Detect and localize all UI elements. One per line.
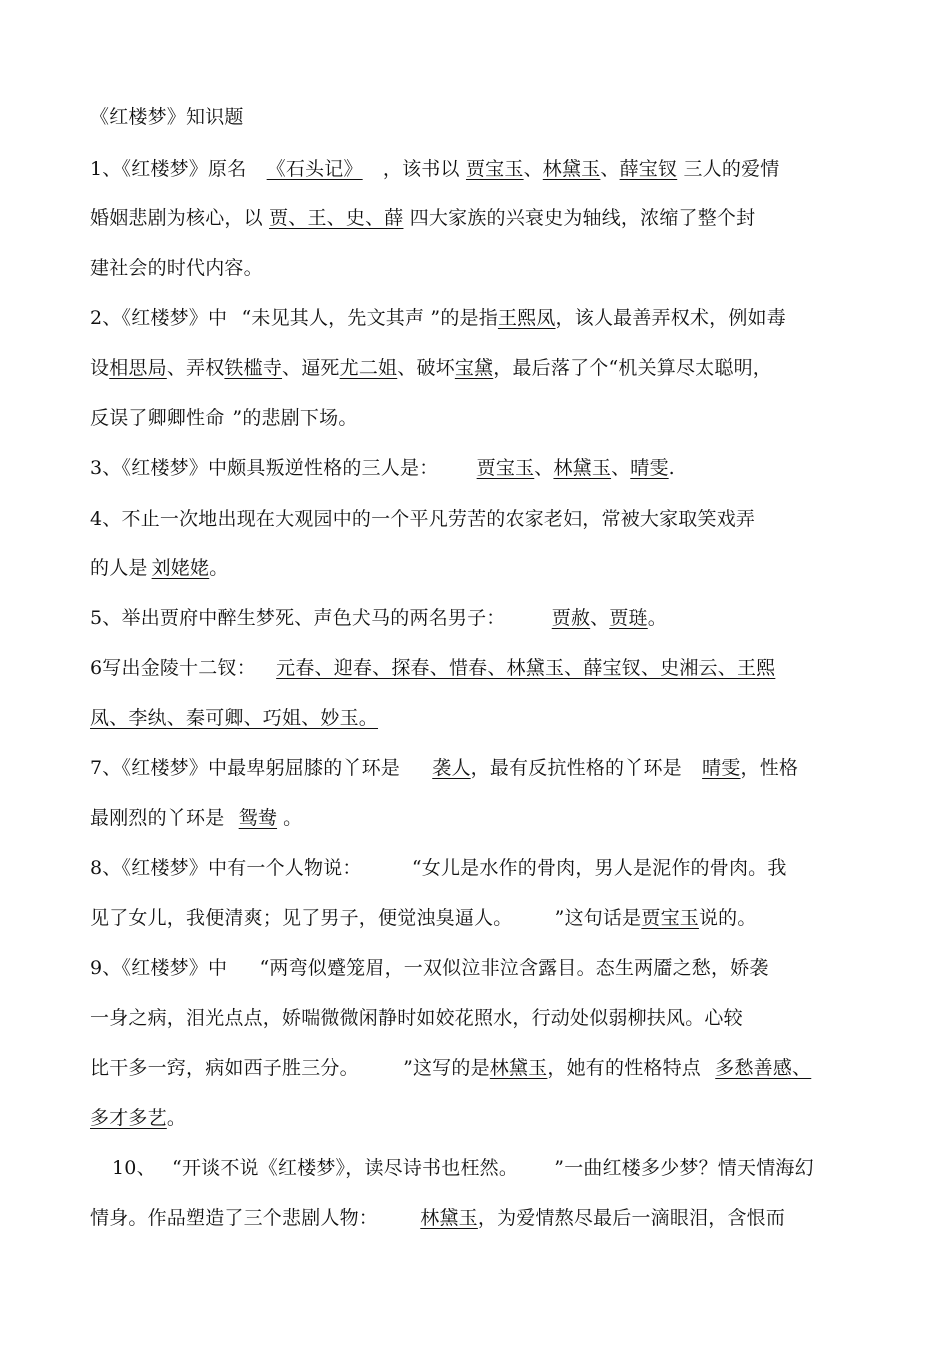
- answer-blank: 贾赦: [551, 607, 591, 629]
- q8-line-2: 见了女儿，我便清爽；见了男子，便觉浊臭逼人。 ”这句话是贾宝玉说的。: [90, 907, 757, 929]
- q9-line-3: 比干多一窍，病如西子胜三分。 ”这写的是林黛玉，她有的性格特点 多愁善感、: [90, 1057, 812, 1079]
- answer-blank: 林黛玉: [420, 1207, 478, 1229]
- document-title: 《红楼梦》知识题: [90, 106, 244, 128]
- q7-line-2: 最刚烈的丫环是 鸳鸯 。: [90, 807, 303, 829]
- answer-blank: 元春、迎春、探春、惜春、林黛玉、薛宝钗、史湘云、王熙: [276, 657, 776, 679]
- q8-line-1: 8、《红楼梦》中有一个人物说： “女儿是水作的骨肉，男人是泥作的骨肉。我: [90, 857, 787, 879]
- q7-line-1: 7、《红楼梦》中最卑躬屈膝的丫环是 袭人，最有反抗性格的丫环是 晴雯，性格: [90, 757, 799, 779]
- q9-line-2: 一身之病，泪光点点，娇喘微微闲静时如姣花照水，行动处似弱柳扶风。心较: [90, 1007, 743, 1029]
- answer-blank: 贾宝玉: [465, 158, 524, 180]
- answer-blank: 贾宝玉: [476, 457, 535, 479]
- q2-line-3: 反误了卿卿性命 ”的悲剧下场。: [90, 407, 358, 429]
- q9-line-4: 多才多艺。: [90, 1107, 187, 1129]
- q1-line-3: 建社会的时代内容。: [90, 257, 263, 279]
- answer-blank: 刘姥姥: [151, 557, 210, 579]
- q9-line-1: 9、《红楼梦》中 “两弯似蹙笼眉，一双似泣非泣含露目。态生两靥之愁，娇袭: [90, 957, 769, 979]
- answer-blank: 薛宝钗: [619, 158, 678, 180]
- answer-blank: 林黛玉: [553, 457, 612, 479]
- answer-blank: 鸳鸯: [238, 807, 278, 829]
- answer-blank: 多才多艺: [90, 1107, 167, 1129]
- answer-blank: 凤、李纨、秦可卿、巧姐、妙玉。: [90, 707, 379, 729]
- answer-blank: 王熙凤: [497, 307, 556, 329]
- answer-blank: 贾宝玉: [641, 907, 699, 929]
- q2-line-1: 2、《红楼梦》中 “未见其人，先文其声 ”的是指王熙凤，该人最善弄权术，例如毒: [90, 307, 786, 329]
- answer-blank: 尤二姐: [339, 357, 398, 379]
- answer-blank: 相思局: [109, 357, 167, 379]
- q1-line-2: 婚姻悲剧为核心，以 贾、王、史、薛 四大家族的兴衰史为轴线，浓缩了整个封: [90, 207, 756, 229]
- q10-line-2: 情身。作品塑造了三个悲剧人物： 林黛玉，为爱情熬尽最后一滴眼泪，含恨而: [90, 1207, 786, 1229]
- q3-line-1: 3、《红楼梦》中颇具叛逆性格的三人是： 贾宝玉、林黛玉、晴雯.: [90, 457, 675, 479]
- q6-line-1: 6写出金陵十二钗： 元春、迎春、探春、惜春、林黛玉、薛宝钗、史湘云、王熙: [90, 657, 776, 679]
- answer-blank: 晴雯: [702, 757, 741, 779]
- q5-line-1: 5、举出贾府中醉生梦死、声色犬马的两名男子： 贾赦、贾琏。: [90, 607, 667, 629]
- q4-line-2: 的人是 刘姥姥。: [90, 557, 229, 579]
- answer-blank: 袭人: [432, 757, 471, 779]
- answer-blank: 晴雯: [630, 457, 669, 479]
- answer-blank: 宝黛: [454, 357, 494, 379]
- answer-blank: 林黛玉: [489, 1057, 548, 1079]
- q1-line-1: 1、《红楼梦》原名 《石头记》 ，该书以 贾宝玉、林黛玉、薛宝钗 三人的爱情: [90, 158, 780, 180]
- answer-blank: 多愁善感、: [715, 1057, 812, 1079]
- q4-line-1: 4、不止一次地出现在大观园中的一个平凡劳苦的农家老妇，常被大家取笑戏弄: [90, 508, 756, 530]
- answer-blank: 贾、王、史、薛: [269, 207, 404, 229]
- q2-line-2: 设相思局、弄权铁槛寺、逼死尤二姐、破坏宝黛，最后落了个“机关算尽太聪明，: [90, 357, 772, 379]
- q6-line-2: [90, 705, 378, 731]
- answer-blank: 贾琏: [609, 607, 648, 629]
- answer-blank: 《石头记》: [266, 158, 363, 180]
- q10-line-1: 10、 “开谈不说《红楼梦》，读尽诗书也枉然。 ”一曲红楼多少梦？情天情海幻: [112, 1157, 814, 1179]
- answer-blank: 林黛玉: [542, 158, 601, 180]
- answer-blank: 铁槛寺: [224, 357, 283, 379]
